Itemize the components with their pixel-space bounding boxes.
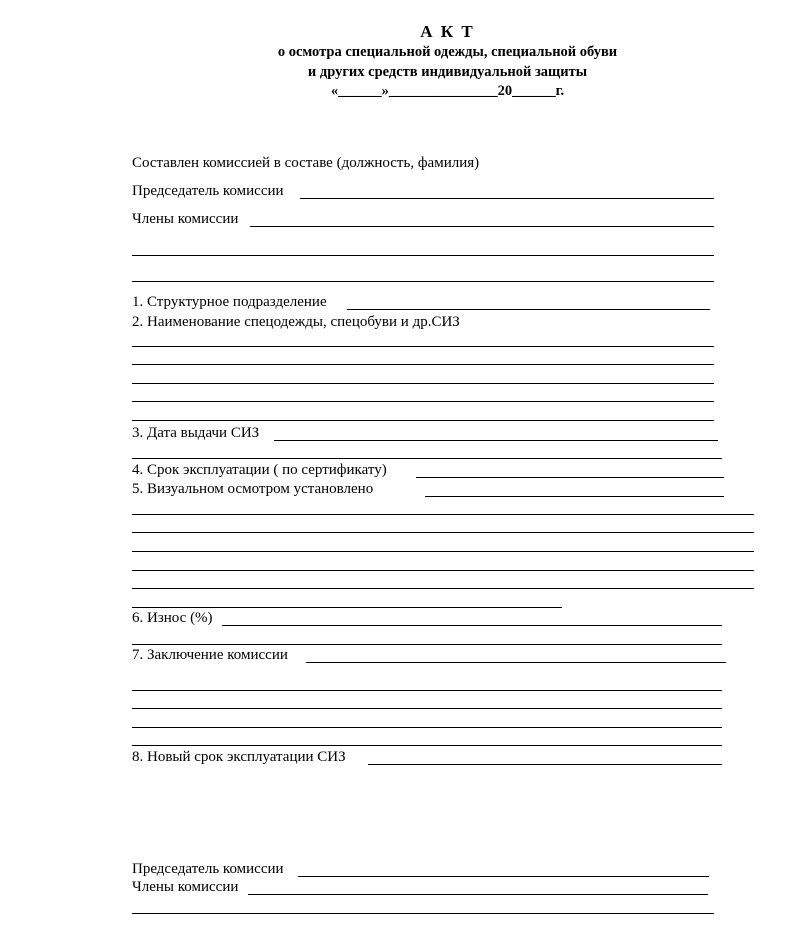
item-2-row (132, 313, 732, 333)
chairman-label: Председатель комиссии (132, 183, 284, 199)
item-2-label: 2. Наименование спецодежды, спецобуви и др.СИЗ (132, 314, 460, 330)
chairman-field[interactable] (300, 198, 714, 199)
item-6-label: 6. Износ (%) (132, 610, 213, 626)
item-5-field-line-5[interactable] (132, 570, 754, 571)
item-3-row (132, 424, 718, 444)
signature-chairman-field[interactable] (298, 876, 709, 877)
document-subtitle-line-2: и других средств индивидуальной защиты (307, 64, 588, 80)
signature-chairman-row (132, 860, 709, 880)
item-8-row (132, 748, 722, 768)
composition-label: Составлен комиссией в составе (должность, фамилия) (132, 155, 480, 171)
item-5-field-line-6[interactable] (132, 588, 754, 589)
item-5-field-line-3[interactable] (132, 532, 754, 533)
item-6-field-line-2[interactable] (132, 644, 722, 645)
item-5-field[interactable] (425, 496, 724, 497)
item-2-field-line-3[interactable] (132, 383, 714, 384)
signature-members-label: Члены комиссии (132, 879, 239, 895)
signature-members-row (132, 878, 708, 898)
item-2-field-line-5[interactable] (132, 420, 714, 421)
item-1-field[interactable] (347, 309, 710, 310)
item-7-field-line-4[interactable] (132, 727, 722, 728)
members-label: Члены комиссии (132, 211, 239, 227)
item-1-label: 1. Структурное подразделение (132, 294, 327, 310)
members-field-line-3[interactable] (132, 281, 714, 282)
item-5-field-line-4[interactable] (132, 551, 754, 552)
item-4-row (132, 461, 724, 481)
item-2-field-line-1[interactable] (132, 346, 714, 347)
chairman-row (132, 182, 714, 202)
item-1-row (132, 293, 710, 313)
signature-chairman-label: Председатель комиссии (132, 861, 284, 877)
item-5-row (132, 480, 724, 500)
item-7-field-line-5[interactable] (132, 745, 722, 746)
item-7-field[interactable] (306, 662, 726, 663)
item-7-field-line-3[interactable] (132, 708, 722, 709)
item-6-field[interactable] (222, 625, 722, 626)
item-3-label: 3. Дата выдачи СИЗ (132, 425, 260, 441)
signature-members-field-line-2[interactable] (132, 913, 714, 914)
item-5-field-line-2[interactable] (132, 514, 754, 515)
item-8-label: 8. Новый срок эксплуатации СИЗ (132, 749, 346, 765)
item-2-field-line-2[interactable] (132, 364, 714, 365)
item-5-label: 5. Визуальном осмотром установлено (132, 481, 374, 497)
item-2-field-line-4[interactable] (132, 401, 714, 402)
item-4-label: 4. Срок эксплуатации ( по сертификату) (132, 462, 387, 478)
item-7-row (132, 646, 726, 666)
document-date-line: «______»_______________20______г. (330, 83, 565, 99)
composition-row (132, 154, 732, 174)
item-7-field-line-2[interactable] (132, 690, 722, 691)
item-3-field[interactable] (274, 440, 718, 441)
item-7-label: 7. Заключение комиссии (132, 647, 288, 663)
item-5-field-line-7[interactable] (132, 607, 562, 608)
members-field-line-2[interactable] (132, 255, 714, 256)
members-row (132, 210, 714, 230)
document-subtitle-line-1: о осмотра специальной одежды, специальной обуви (277, 44, 618, 60)
document-title: А К Т (420, 22, 475, 41)
item-3-field-line-2[interactable] (132, 458, 722, 459)
item-6-row (132, 609, 722, 629)
item-8-field[interactable] (368, 764, 722, 765)
signature-members-field[interactable] (248, 894, 708, 895)
item-4-field[interactable] (416, 477, 724, 478)
members-field[interactable] (250, 226, 714, 227)
